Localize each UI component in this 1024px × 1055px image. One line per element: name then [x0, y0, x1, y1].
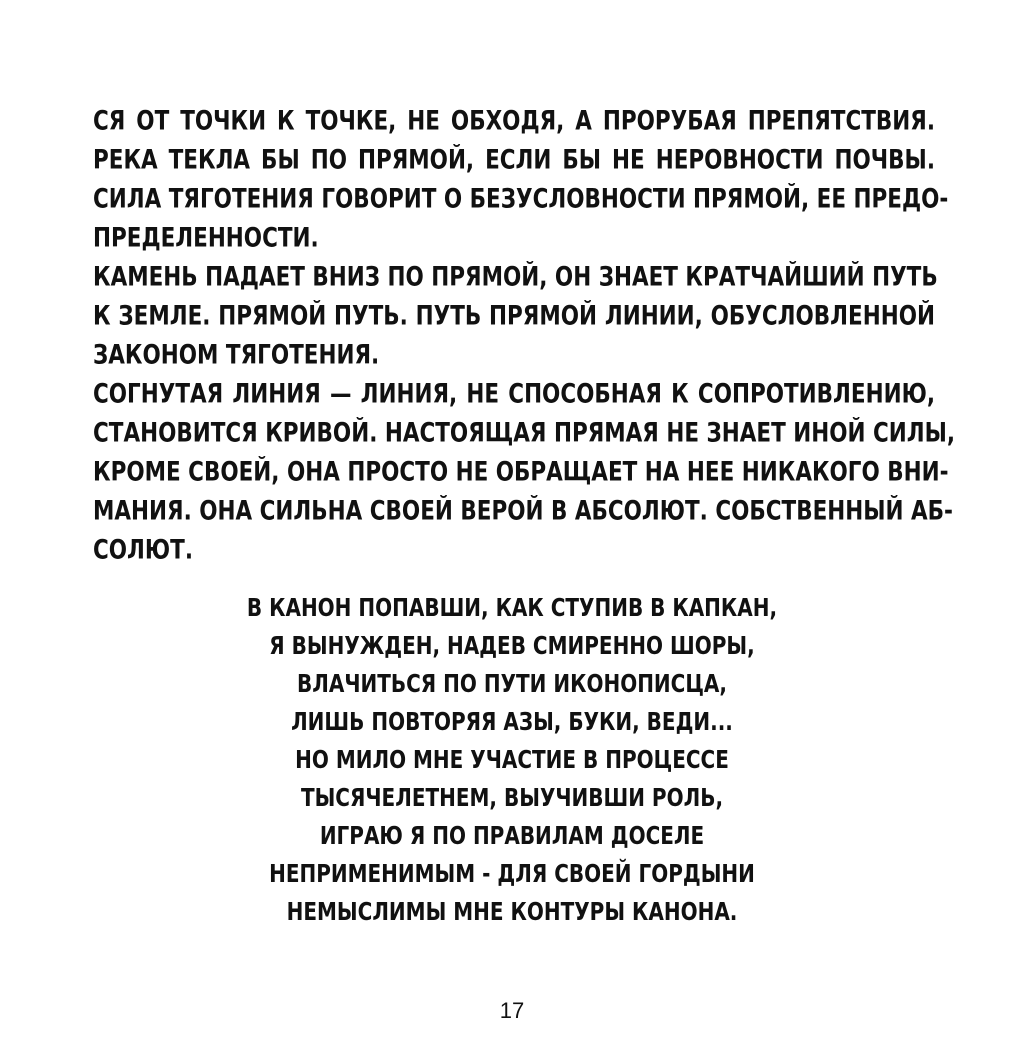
poem-line: Я ВЫНУЖДЕН, НАДЕВ СМИРЕННО ШОРЫ, — [269, 630, 755, 660]
poem-line: НО МИЛО МНЕ УЧАСТИЕ В ПРОЦЕССЕ — [295, 744, 729, 774]
page-number: 17 — [499, 998, 525, 1023]
poem-line: НЕМЫСЛИМЫ МНЕ КОНТУРЫ КАНОНА. — [286, 896, 738, 926]
poem-line: В КАНОН ПОПАВШИ, КАК СТУПИВ В КАПКАН, — [246, 592, 778, 622]
poem-line: ТЫСЯЧЕЛЕТНЕМ, ВЫУЧИВШИ РОЛЬ, — [300, 782, 724, 812]
poem-line: ВЛАЧИТЬСЯ ПО ПУТИ ИКОНОПИСЦА, — [297, 668, 727, 698]
prose-block — [93, 102, 956, 570]
prose-line: СТАНОВИТСЯ КРИВОЙ. НАСТОЯЩАЯ ПРЯМАЯ НЕ ЗНАЕТ ИНОЙ СИЛЫ, — [93, 418, 956, 449]
prose-line: СОЛЮТ. — [93, 535, 193, 566]
prose-line: СЯ ОТ ТОЧКИ К ТОЧКЕ, НЕ ОБХОДЯ, А ПРОРУБАЯ ПРЕПЯТСТВИЯ. — [93, 106, 935, 137]
prose-line: КРОМЕ СВОЕЙ, ОНА ПРОСТО НЕ ОБРАЩАЕТ НА НЕЕ НИКАКОГО ВНИ- — [93, 457, 949, 488]
poem-line: НЕПРИМЕНИМЫМ - ДЛЯ СВОЕЙ ГОРДЫНИ — [269, 858, 755, 888]
prose-line: ПРЕДЕЛЕННОСТИ. — [93, 223, 319, 254]
poem-line: ЛИШЬ ПОВТОРЯЯ АЗЫ, БУКИ, ВЕДИ... — [291, 706, 733, 736]
prose-line: К ЗЕМЛЕ. ПРЯМОЙ ПУТЬ. ПУТЬ ПРЯМОЙ ЛИНИИ, ОБУСЛОВЛЕННОЙ — [93, 301, 935, 332]
prose-line: СОГНУТАЯ ЛИНИЯ — ЛИНИЯ, НЕ СПОСОБНАЯ К СОПРОТИВЛЕНИЮ, — [93, 379, 935, 410]
prose-line: КАМЕНЬ ПАДАЕТ ВНИЗ ПО ПРЯМОЙ, ОН ЗНАЕТ КРАТЧАЙШИЙ ПУТЬ — [93, 262, 938, 293]
prose-line: МАНИЯ. ОНА СИЛЬНА СВОЕЙ ВЕРОЙ В АБСОЛЮТ. СОБСТВЕННЫЙ АБ- — [93, 496, 953, 527]
prose-line: ЗАКОНОМ ТЯГОТЕНИЯ. — [93, 340, 380, 371]
poem-block — [0, 588, 1024, 930]
poem-line: ИГРАЮ Я ПО ПРАВИЛАМ ДОСЕЛЕ — [319, 820, 705, 850]
prose-line: СИЛА ТЯГОТЕНИЯ ГОВОРИТ О БЕЗУСЛОВНОСТИ ПРЯМОЙ, ЕЕ ПРЕДО- — [93, 184, 949, 215]
prose-line: РЕКА ТЕКЛА БЫ ПО ПРЯМОЙ, ЕСЛИ БЫ НЕ НЕРОВНОСТИ ПОЧВЫ. — [93, 145, 935, 176]
